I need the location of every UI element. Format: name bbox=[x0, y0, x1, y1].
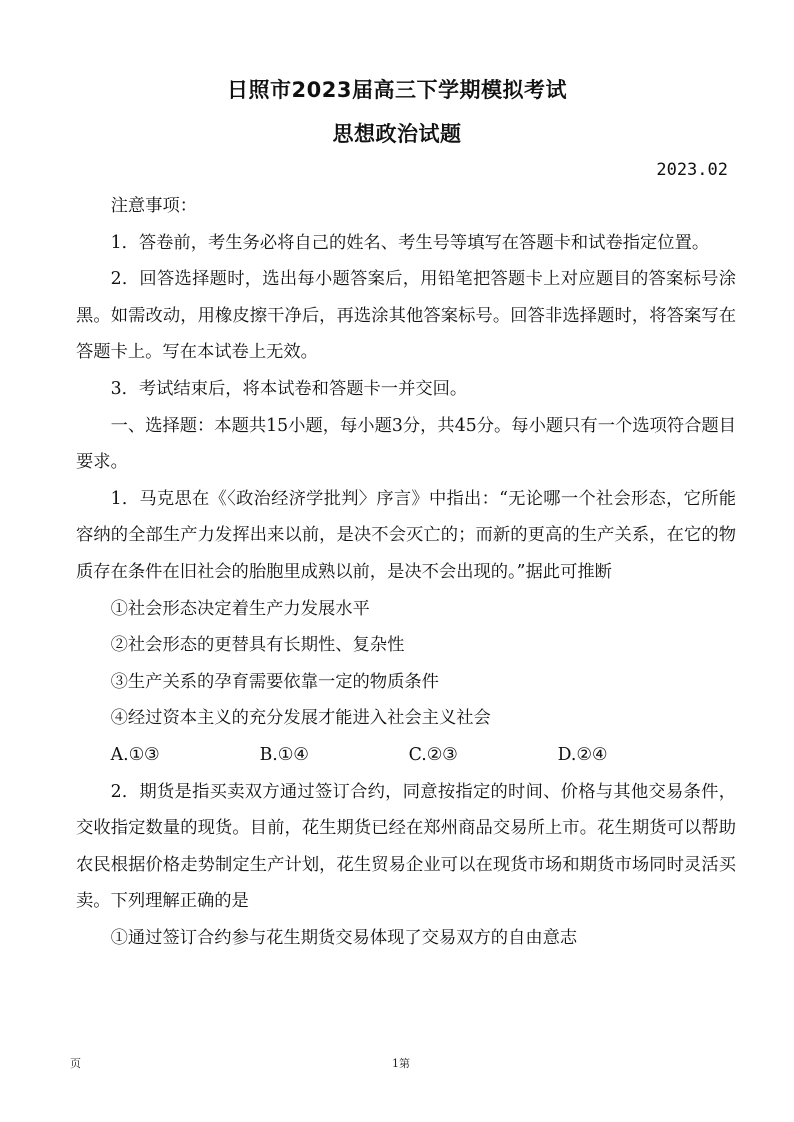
exam-content bbox=[76, 188, 736, 956]
note-item-2: 2．回答选择题时，选出每小题答案后，用铅笔把答题卡上对应题目的答案标号涂黑。如需改动，用橡皮擦干净后，再选涂其他答案标号。回答非选择题时，将答案写在答题卡上。写在本试卷上无效。 bbox=[76, 269, 736, 363]
exam-subtitle: 思想政治试题 bbox=[332, 122, 462, 146]
footer-page-label: 页 bbox=[70, 1057, 81, 1070]
question-1-item-1: ①社会形态决定着生产力发展水平 bbox=[110, 598, 370, 619]
question-1-item-2: ②社会形态的更替具有长期性、复杂性 bbox=[110, 635, 405, 656]
question-1-option-b: B.①④ bbox=[259, 744, 309, 765]
section-heading: 一、选择题：本题共15小题，每小题3分，共45分。每小题只有一个选项符合题目要求。 bbox=[76, 415, 736, 473]
question-2-stem: 2．期货是指买卖双方通过签订合约，同意按指定的时间、价格与其他交易条件，交收指定数量的现货。目前，花生期货已经在郑州商品交易所上市。花生期货可以帮助农民根据价格走势制定生产计划，花生贸易企业可以在现货市场和期货市场同时灵活买卖。下列理解正确的是 bbox=[76, 781, 736, 912]
notes-heading: 注意事项： bbox=[110, 196, 198, 216]
exam-title: 日照市2023届高三下学期模拟考试 bbox=[227, 78, 567, 102]
question-1-option-d: D.②④ bbox=[557, 744, 608, 765]
footer-page-number: 1第 bbox=[392, 1057, 410, 1070]
exam-date: 2023.02 bbox=[656, 160, 728, 180]
question-1-option-c: C.②③ bbox=[408, 744, 458, 765]
note-item-3: 3．考试结束后，将本试卷和答题卡一并交回。 bbox=[110, 378, 468, 399]
question-1-item-3: ③生产关系的孕育需要依靠一定的物质条件 bbox=[110, 671, 439, 692]
question-1-item-4: ④经过资本主义的充分发展才能进入社会主义社会 bbox=[110, 708, 491, 729]
note-item-1: 1．答卷前，考生务必将自己的姓名、考生号等填写在答题卡和试卷指定位置。 bbox=[110, 232, 710, 253]
question-1-stem: 1．马克思在《〈政治经济学批判〉序言》中指出：“无论哪一个社会形态，它所能容纳的全部生产力发挥出来以前，是决不会灭亡的；而新的更高的生产关系，在它的物质存在条件在旧社会的胎胞里成熟以前，是决不会出现的。”据此可推断 bbox=[76, 488, 736, 582]
question-2-item-1: ①通过签订合约参与花生期货交易体现了交易双方的自由意志 bbox=[110, 927, 578, 948]
question-1-option-a: A.①③ bbox=[110, 744, 160, 765]
question-1-options bbox=[76, 737, 736, 774]
